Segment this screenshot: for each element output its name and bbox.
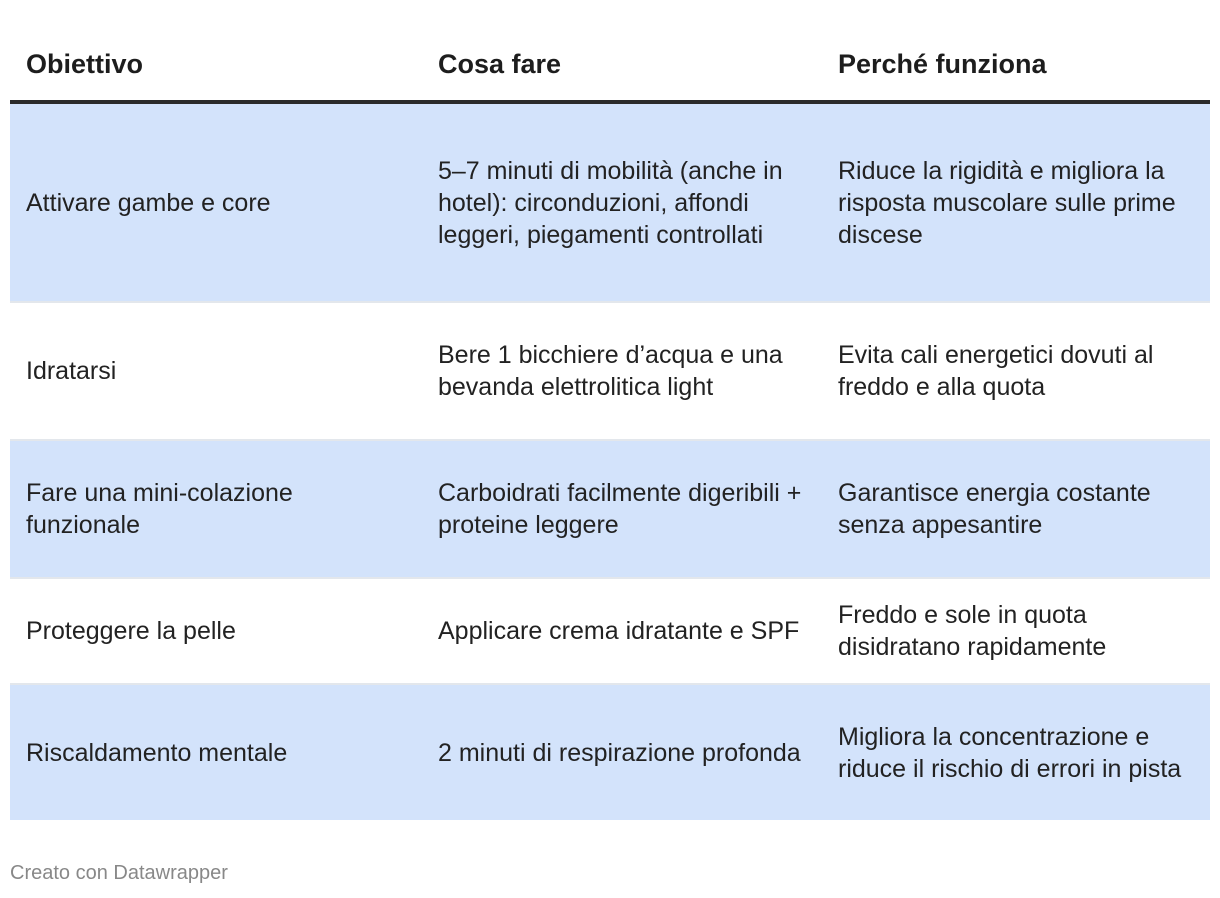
data-table — [10, 28, 1210, 820]
column-header-obiettivo[interactable]: Obiettivo — [10, 28, 422, 102]
table-body — [10, 102, 1210, 820]
cell-goal: Idratarsi — [10, 302, 422, 440]
table-header — [10, 28, 1210, 102]
cell-goal: Attivare gambe e core — [10, 102, 422, 302]
cell-reason: Riduce la rigidità e migliora la risposta muscolare sulle prime discese — [822, 102, 1210, 302]
table-row — [10, 102, 1210, 302]
cell-action: Bere 1 bicchiere d’acqua e una bevanda elettrolitica light — [422, 302, 822, 440]
cell-reason: Migliora la concentrazione e riduce il rischio di errori in pista — [822, 684, 1210, 820]
cell-reason: Freddo e sole in quota disidratano rapidamente — [822, 578, 1210, 684]
table-row — [10, 684, 1210, 820]
column-header-perche-funziona[interactable]: Perché funziona — [822, 28, 1210, 102]
cell-goal: Riscaldamento mentale — [10, 684, 422, 820]
cell-action: Applicare crema idratante e SPF — [422, 578, 822, 684]
cell-action: 5–7 minuti di mobilità (anche in hotel): circonduzioni, affondi leggeri, piegamenti controllati — [422, 102, 822, 302]
table-row — [10, 302, 1210, 440]
table-row — [10, 578, 1210, 684]
datawrapper-credit[interactable]: Creato con Datawrapper — [10, 862, 228, 884]
header-row — [10, 28, 1210, 102]
cell-reason: Evita cali energetici dovuti al freddo e alla quota — [822, 302, 1210, 440]
cell-action: Carboidrati facilmente digeribili + proteine leggere — [422, 440, 822, 578]
cell-goal: Proteggere la pelle — [10, 578, 422, 684]
cell-action: 2 minuti di respirazione profonda — [422, 684, 822, 820]
cell-goal: Fare una mini-colazione funzionale — [10, 440, 422, 578]
table-row — [10, 440, 1210, 578]
column-header-cosa-fare[interactable]: Cosa fare — [422, 28, 822, 102]
cell-reason: Garantisce energia costante senza appesantire — [822, 440, 1210, 578]
